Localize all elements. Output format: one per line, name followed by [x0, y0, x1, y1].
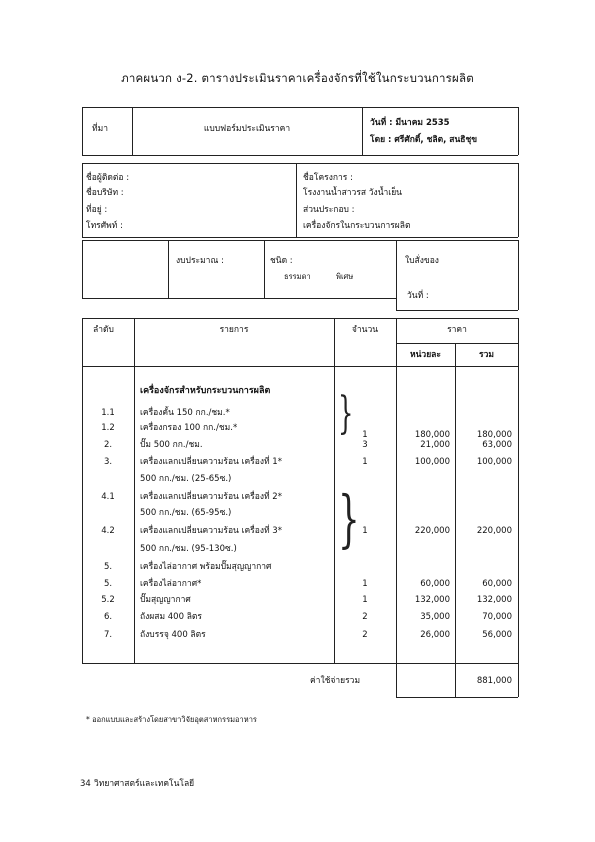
- rule: [518, 107, 519, 155]
- brace-mark: }: [338, 482, 360, 555]
- total-value: 881,000: [476, 676, 512, 686]
- row-description: ถังผสม 400 ลิตร: [140, 612, 202, 622]
- rule: [396, 310, 518, 311]
- rule: [82, 237, 518, 238]
- rule: [82, 240, 83, 298]
- rule: [82, 107, 518, 108]
- page-number: 34: [80, 779, 91, 789]
- brace-mark: }: [338, 388, 354, 439]
- row-total-price: 56,000: [482, 630, 512, 640]
- budget-label: งบประมาณ :: [176, 256, 224, 266]
- rule: [82, 298, 396, 299]
- rule: [396, 240, 397, 310]
- row-total-price: 100,000: [476, 457, 512, 467]
- row-quantity: 1: [362, 457, 368, 467]
- row-number: 7.: [103, 630, 113, 640]
- row-quantity: 1: [362, 430, 368, 440]
- publication-name: วิทยาศาสตร์และเทคโนโลยี: [94, 779, 195, 789]
- rule: [82, 318, 83, 663]
- type-special: พิเศษ: [336, 272, 354, 281]
- row-quantity: 1: [362, 526, 368, 536]
- rule: [168, 240, 169, 298]
- page-title: ภาคผนวก ง-2. ตารางประเมินราคาเครื่องจักรที่ใช้ในกระบวนการผลิต: [121, 71, 474, 85]
- type-normal: ธรรมดา: [284, 272, 311, 281]
- rule: [82, 240, 518, 241]
- col-total-header: รวม: [479, 350, 494, 360]
- row-description: เครื่องแลกเปลี่ยนความร้อน เครื่องที่ 1*: [140, 457, 282, 467]
- project-value: โรงงานน้ำสาวรส วังน้ำเย็น: [303, 188, 402, 198]
- row-total-price: 63,000: [482, 440, 512, 450]
- order-label: ใบสั่งของ: [405, 256, 439, 266]
- type-label: ชนิด :: [270, 256, 293, 266]
- rule: [134, 318, 135, 663]
- row-number: 1.2: [101, 423, 115, 433]
- row-total-price: 220,000: [476, 526, 512, 536]
- rule: [396, 343, 518, 344]
- row-unit-price: 132,000: [414, 595, 450, 605]
- row-quantity: 2: [362, 612, 368, 622]
- rule: [82, 663, 518, 664]
- order-date-label: วันที่ :: [407, 291, 429, 301]
- col-price-header: ราคา: [447, 325, 467, 335]
- row-quantity: 1: [362, 595, 368, 605]
- row-unit-price: 180,000: [414, 430, 450, 440]
- rule: [82, 366, 518, 367]
- row-description: เครื่องกรอง 100 กก./ชม.*: [140, 423, 238, 433]
- rule: [334, 318, 335, 663]
- row-number: 5.: [103, 562, 113, 572]
- component-value: เครื่องจักรในกระบวนการผลิต: [303, 221, 411, 231]
- contact-name-label: ชื่อผู้ติดต่อ :: [86, 173, 130, 183]
- row-unit-price: 26,000: [420, 630, 450, 640]
- total-label: ค่าใช้จ่ายรวม: [310, 676, 361, 686]
- row-description: 500 กก./ชม. (65-95ซ.): [140, 508, 232, 518]
- row-number: 5.2: [101, 595, 115, 605]
- rule: [82, 107, 83, 155]
- row-number: 3.: [103, 457, 113, 467]
- rule: [82, 318, 518, 319]
- rule: [82, 163, 518, 164]
- rule: [82, 155, 518, 156]
- row-total-price: 60,000: [482, 579, 512, 589]
- rule: [455, 343, 456, 697]
- col-unit-header: หน่วยละ: [410, 350, 441, 360]
- row-number: 1.1: [101, 408, 115, 418]
- section-title: เครื่องจักรสำหรับกระบวนการผลิต: [140, 386, 271, 396]
- col-item-header: รายการ: [219, 325, 249, 335]
- rule: [518, 318, 519, 697]
- rule: [396, 697, 518, 698]
- rule: [518, 163, 519, 237]
- row-unit-price: 60,000: [420, 579, 450, 589]
- rule: [362, 107, 363, 155]
- row-description: 500 กก./ชม. (25-65ซ.): [140, 474, 232, 484]
- row-unit-price: 100,000: [414, 457, 450, 467]
- row-quantity: 3: [362, 440, 368, 450]
- row-description: ถังบรรจุ 400 ลิตร: [140, 630, 206, 640]
- row-quantity: 2: [362, 630, 368, 640]
- row-description: เครื่องคั้น 150 กก./ชม.*: [140, 408, 230, 418]
- row-description: เครื่องไล่อากาศ พร้อมปั๊มสุญญากาศ: [140, 562, 272, 572]
- row-description: 500 กก./ชม. (95-130ซ.): [140, 544, 237, 554]
- row-number: 4.1: [101, 492, 115, 502]
- row-number: 4.2: [101, 526, 115, 536]
- footnote: * ออกแบบและสร้างโดยสาขาวิจัยอุตสาหกรรมอาหาร: [86, 715, 257, 724]
- date-line: วันที่ : มีนาคม 2535: [370, 118, 450, 128]
- row-total-price: 180,000: [476, 430, 512, 440]
- row-quantity: 1: [362, 579, 368, 589]
- row-description: เครื่องแลกเปลี่ยนความร้อน เครื่องที่ 2*: [140, 492, 282, 502]
- row-description: เครื่องไล่อากาศ*: [140, 579, 202, 589]
- rule: [396, 318, 397, 697]
- rule: [518, 240, 519, 310]
- rule: [264, 240, 265, 298]
- rule: [296, 163, 297, 237]
- row-unit-price: 35,000: [420, 612, 450, 622]
- component-label: ส่วนประกอบ :: [303, 205, 355, 215]
- row-number: 6.: [103, 612, 113, 622]
- project-label: ชื่อโครงการ :: [303, 173, 353, 183]
- rule: [82, 163, 83, 237]
- by-line: โดย : ศรีศักดิ์, ชลิต, สนธิชุข: [370, 135, 478, 145]
- col-no-header: ลำดับ: [93, 325, 114, 335]
- source-label: ที่มา: [92, 124, 108, 134]
- row-number: 5.: [103, 579, 113, 589]
- row-total-price: 132,000: [476, 595, 512, 605]
- row-unit-price: 220,000: [414, 526, 450, 536]
- row-description: ปั๊มสุญญากาศ: [140, 595, 191, 605]
- phone-label: โทรศัพท์ :: [86, 221, 123, 231]
- row-number: 2.: [103, 440, 113, 450]
- row-description: ปั๊ม 500 กก./ชม.: [140, 440, 203, 450]
- col-qty-header: จำนวน: [351, 325, 379, 335]
- company-label: ชื่อบริษัท :: [86, 188, 124, 198]
- row-total-price: 70,000: [482, 612, 512, 622]
- form-name: แบบฟอร์มประเมินราคา: [203, 124, 291, 134]
- row-unit-price: 21,000: [420, 440, 450, 450]
- address-label: ที่อยู่ :: [86, 205, 108, 215]
- row-description: เครื่องแลกเปลี่ยนความร้อน เครื่องที่ 3*: [140, 526, 282, 536]
